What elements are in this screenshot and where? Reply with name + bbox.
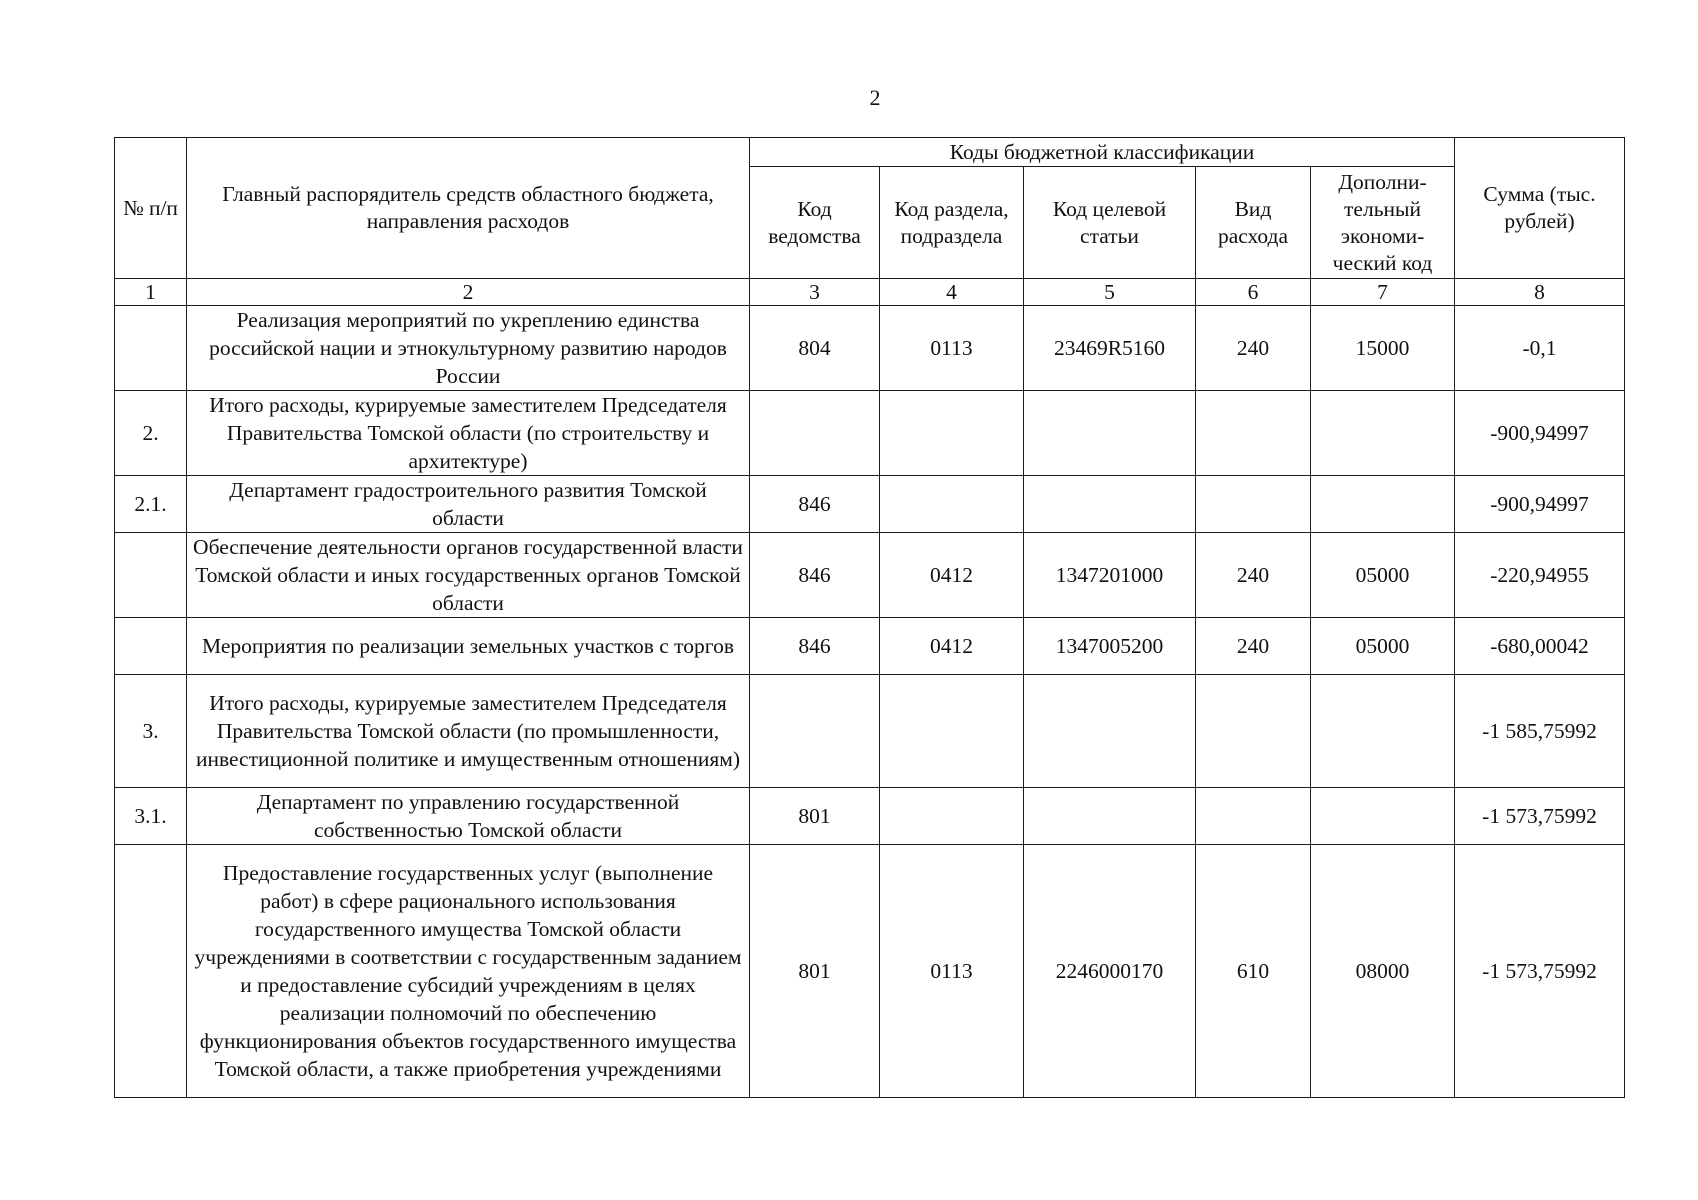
row-econ-code: 05000 [1311,533,1455,618]
row-sum: -1 573,75992 [1455,788,1625,845]
row-dept-code: 804 [750,306,880,391]
row-name: Итого расходы, курируемые заместителем Председателя Правительства Томской области (по строительству и архитектуре) [187,391,750,476]
row-dept-code: 846 [750,618,880,675]
row-expense-type [1196,391,1311,476]
row-num: 3.1. [115,788,187,845]
row-sum: -1 573,75992 [1455,845,1625,1098]
row-econ-code: 05000 [1311,618,1455,675]
table-row [115,788,1625,845]
row-section-code [880,675,1024,788]
row-dept-code: 801 [750,845,880,1098]
row-econ-code: 15000 [1311,306,1455,391]
column-index-row [115,279,1625,306]
row-econ-code: 08000 [1311,845,1455,1098]
row-target-code [1024,675,1196,788]
column-index-cell: 7 [1311,279,1455,306]
row-expense-type: 240 [1196,618,1311,675]
row-sum: -680,00042 [1455,618,1625,675]
column-index-cell: 3 [750,279,880,306]
row-num: 2. [115,391,187,476]
row-target-code [1024,788,1196,845]
header-section-code: Код раздела, подраздела [880,167,1024,279]
row-section-code [880,476,1024,533]
row-sum: -0,1 [1455,306,1625,391]
row-target-code: 1347005200 [1024,618,1196,675]
row-section-code: 0113 [880,845,1024,1098]
row-target-code [1024,476,1196,533]
row-section-code [880,391,1024,476]
row-name: Департамент по управлению государственной собственностью Томской области [187,788,750,845]
table-row [115,675,1625,788]
column-index-cell: 8 [1455,279,1625,306]
column-index-cell: 5 [1024,279,1196,306]
header-num: № п/п [115,138,187,279]
row-sum: -1 585,75992 [1455,675,1625,788]
row-expense-type: 240 [1196,533,1311,618]
column-index-cell: 1 [115,279,187,306]
row-num: 3. [115,675,187,788]
row-econ-code [1311,391,1455,476]
row-econ-code [1311,675,1455,788]
header-row-top [115,138,1625,167]
row-num [115,618,187,675]
row-target-code: 23469R5160 [1024,306,1196,391]
row-name: Реализация мероприятий по укреплению единства российской нации и этнокультурному развитию народов России [187,306,750,391]
row-dept-code [750,675,880,788]
header-econ-code: Дополни-тельный экономи-ческий код [1311,167,1455,279]
row-dept-code: 846 [750,533,880,618]
row-num [115,306,187,391]
table-row [115,391,1625,476]
row-expense-type: 610 [1196,845,1311,1098]
row-num [115,533,187,618]
row-sum: -220,94955 [1455,533,1625,618]
row-expense-type [1196,675,1311,788]
header-sum: Сумма (тыс. рублей) [1455,138,1625,279]
row-name: Обеспечение деятельности органов государственной власти Томской области и иных государственных органов Томской области [187,533,750,618]
column-index-cell: 2 [187,279,750,306]
row-section-code [880,788,1024,845]
header-expense-type: Вид расхода [1196,167,1311,279]
table-row [115,533,1625,618]
row-sum: -900,94997 [1455,476,1625,533]
row-target-code [1024,391,1196,476]
table-row [115,476,1625,533]
header-codes-group: Коды бюджетной классификации [750,138,1455,167]
page-number: 2 [869,85,881,110]
row-name: Итого расходы, курируемые заместителем Председателя Правительства Томской области (по промышленности, инвестиционной политике и имущественным отношениям) [187,675,750,788]
row-econ-code [1311,788,1455,845]
column-index-cell: 6 [1196,279,1311,306]
row-target-code: 2246000170 [1024,845,1196,1098]
table-row [115,845,1625,1098]
row-name: Предоставление государственных услуг (выполнение работ) в сфере рационального использования государственного имущества Томской области учреждениями в соответствии с государственным заданием и предоставление субсидий учреждениям в целях реализации полномочий по обеспечению функционирования объектов государственного имущества Томской области, а также приобретения учреждениями [187,845,750,1098]
header-target-code: Код целевой статьи [1024,167,1196,279]
row-name: Мероприятия по реализации земельных участков с торгов [187,618,750,675]
row-target-code: 1347201000 [1024,533,1196,618]
row-dept-code [750,391,880,476]
budget-table [114,137,1625,1098]
row-expense-type: 240 [1196,306,1311,391]
row-section-code: 0412 [880,618,1024,675]
row-section-code: 0113 [880,306,1024,391]
header-dept-code: Код ведомства [750,167,880,279]
row-num: 2.1. [115,476,187,533]
row-expense-type [1196,476,1311,533]
row-dept-code: 801 [750,788,880,845]
row-dept-code: 846 [750,476,880,533]
column-index-cell: 4 [880,279,1024,306]
row-section-code: 0412 [880,533,1024,618]
header-name: Главный распорядитель средств областного бюджета, направления расходов [187,138,750,279]
row-num [115,845,187,1098]
table-row [115,306,1625,391]
row-expense-type [1196,788,1311,845]
row-name: Департамент градостроительного развития Томской области [187,476,750,533]
row-sum: -900,94997 [1455,391,1625,476]
row-econ-code [1311,476,1455,533]
table-row [115,618,1625,675]
